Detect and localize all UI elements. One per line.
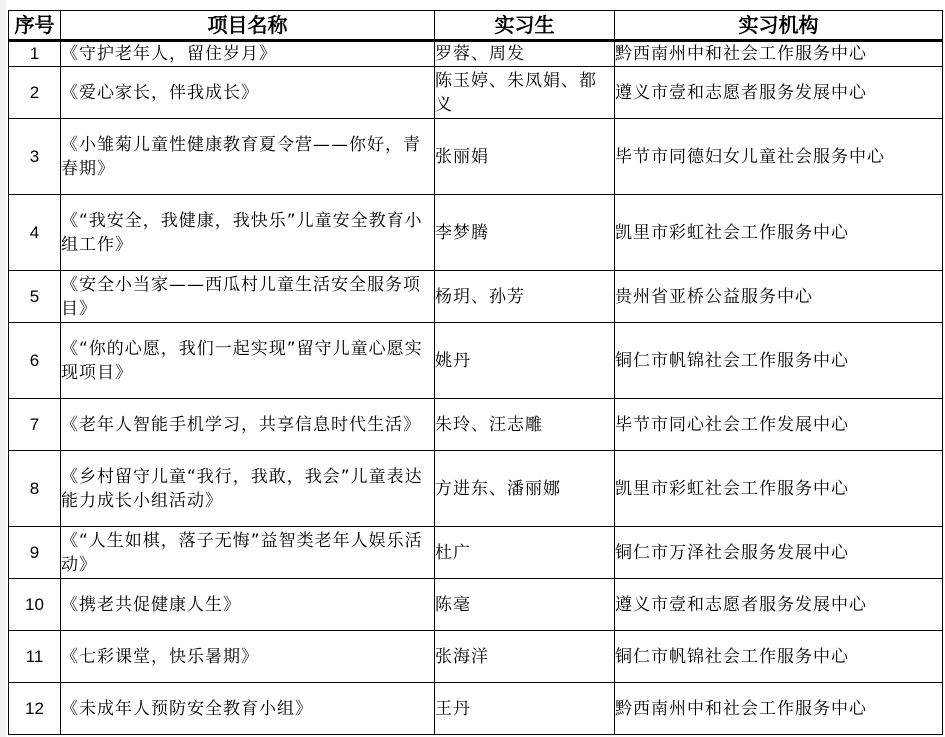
cell-agency: 铜仁市万泽社会服务发展中心 — [615, 527, 943, 579]
cell-project: 《爱心家长，伴我成长》 — [61, 67, 435, 119]
table-row — [9, 119, 943, 195]
cell-index: 7 — [9, 399, 61, 451]
cell-agency: 黔西南州中和社会工作服务中心 — [615, 41, 943, 67]
cell-index: 3 — [9, 119, 61, 195]
cell-project: 《未成年人预防安全教育小组》 — [61, 683, 435, 735]
cell-index: 12 — [9, 683, 61, 735]
cell-agency: 凯里市彩虹社会工作服务中心 — [615, 451, 943, 527]
internship-project-table — [8, 10, 943, 735]
header-agency: 实习机构 — [615, 11, 943, 41]
table-row — [9, 579, 943, 631]
table-row — [9, 527, 943, 579]
table-row — [9, 631, 943, 683]
cell-intern: 陈毫 — [435, 579, 615, 631]
cell-intern: 李梦腾 — [435, 195, 615, 271]
cell-project: 《守护老年人，留住岁月》 — [61, 41, 435, 67]
cell-index: 2 — [9, 67, 61, 119]
header-index: 序号 — [9, 11, 61, 41]
cell-agency: 毕节市同德妇女儿童社会服务中心 — [615, 119, 943, 195]
cell-intern: 张海洋 — [435, 631, 615, 683]
cell-agency: 毕节市同心社会工作发展中心 — [615, 399, 943, 451]
table-row — [9, 399, 943, 451]
cell-index: 1 — [9, 41, 61, 67]
cell-intern: 陈玉婷、朱凤娟、都义 — [435, 67, 615, 119]
cell-project: 《“你的心愿，我们一起实现”留守儿童心愿实现项目》 — [61, 323, 435, 399]
cell-intern: 杜广 — [435, 527, 615, 579]
cell-intern: 王丹 — [435, 683, 615, 735]
cell-agency: 铜仁市帆锦社会工作服务中心 — [615, 631, 943, 683]
cell-index: 10 — [9, 579, 61, 631]
cell-project: 《乡村留守儿童“我行，我敢，我会”儿童表达能力成长小组活动》 — [61, 451, 435, 527]
header-intern: 实习生 — [435, 11, 615, 41]
header-project: 项目名称 — [61, 11, 435, 41]
cell-intern: 方进东、潘丽娜 — [435, 451, 615, 527]
table-row — [9, 195, 943, 271]
header-row — [9, 11, 943, 41]
cell-index: 11 — [9, 631, 61, 683]
cell-project: 《老年人智能手机学习，共享信息时代生活》 — [61, 399, 435, 451]
cell-agency: 黔西南州中和社会工作服务中心 — [615, 683, 943, 735]
cell-intern: 姚丹 — [435, 323, 615, 399]
cell-index: 4 — [9, 195, 61, 271]
table-row — [9, 683, 943, 735]
table-row — [9, 271, 943, 323]
cell-index: 6 — [9, 323, 61, 399]
table-row — [9, 67, 943, 119]
cell-agency: 铜仁市帆锦社会工作服务中心 — [615, 323, 943, 399]
cell-project: 《七彩课堂，快乐暑期》 — [61, 631, 435, 683]
cell-project: 《“我安全，我健康，我快乐”儿童安全教育小组工作》 — [61, 195, 435, 271]
cell-project: 《小雏菊儿童性健康教育夏令营——你好，青春期》 — [61, 119, 435, 195]
cell-intern: 罗蓉、周发 — [435, 41, 615, 67]
cell-agency: 贵州省亚桥公益服务中心 — [615, 271, 943, 323]
table-row — [9, 451, 943, 527]
sheet-left-edge — [0, 0, 6, 737]
table-row — [9, 41, 943, 67]
cell-index: 8 — [9, 451, 61, 527]
cell-index: 5 — [9, 271, 61, 323]
cell-intern: 杨玥、孙芳 — [435, 271, 615, 323]
cell-project: 《携老共促健康人生》 — [61, 579, 435, 631]
cell-agency: 遵义市壹和志愿者服务发展中心 — [615, 67, 943, 119]
cell-intern: 朱玲、汪志雕 — [435, 399, 615, 451]
cell-intern: 张丽娟 — [435, 119, 615, 195]
cell-agency: 遵义市壹和志愿者服务发展中心 — [615, 579, 943, 631]
cell-project: 《安全小当家——西瓜村儿童生活安全服务项目》 — [61, 271, 435, 323]
cell-agency: 凯里市彩虹社会工作服务中心 — [615, 195, 943, 271]
cell-project: 《“人生如棋，落子无悔”益智类老年人娱乐活动》 — [61, 527, 435, 579]
table-row — [9, 323, 943, 399]
cell-index: 9 — [9, 527, 61, 579]
